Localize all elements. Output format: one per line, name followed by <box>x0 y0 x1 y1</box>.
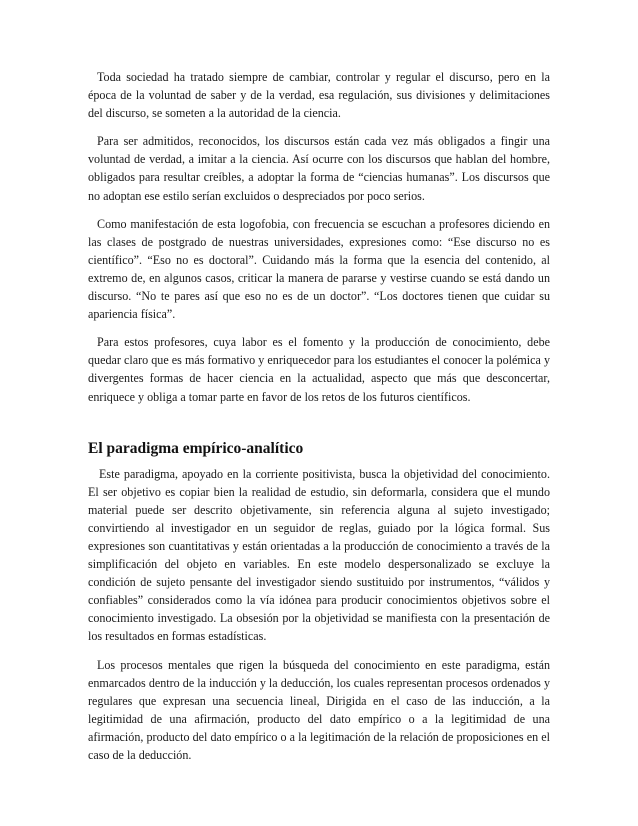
paragraph-admission: Para ser admitidos, reconocidos, los discursos están cada vez más obligados a fingir una voluntad de verdad, a imitar a la ciencia. Así ocurre con los discursos que hablan del hombre, obligados para resultar creíbles, a adoptar la forma de “ciencias humanas”. Los discursos que no adoptan ese estilo serían excluidos o despreciados por poco serios. <box>88 134 550 203</box>
section-heading: El paradigma empírico-analítico <box>88 439 304 457</box>
paragraph-mental-processes: Los procesos mentales que rigen la búsqueda del conocimiento en este paradigma, están enmarcados dentro de la inducción y la deducción, los cuales representan procesos ordenados y regulares que expresan una secuencia lineal, Dirigida en el caso de las inducción, a la legitimidad de una afirmación, producto del dato empírico o a la legitimidad de una afirmación, producto del dato empírico o a la legitimación de la relación de proposiciones en el caso de la deducción. <box>88 657 550 762</box>
paragraph-paradigm: Este paradigma, apoyado en la corriente positivista, busca la objetividad del conocimiento. El ser objetivo es copiar bien la realidad de estudio, sin deformarla, considera que el mundo material puede ser descrito objetivamente, sin referencia alguna al sujeto investigado; convirtiendo al investigador en un seguidor de reglas, guiado por la lógica formal. Sus expresiones son cuantitativas y están orientadas a la producción de conocimiento a través de la simplificación del objeto en variables. En este modelo despersonalizado se excluye la condición de sujeto pensante del investigador siendo sustituido por instrumentos, “válidos y confiables” considerados como la vía idónea para producir conocimientos objetivos sobre el conocimiento investigado. La obsesión por la objetividad se manifiesta con la presentación de los resultados en formas estadísticas. <box>88 466 550 644</box>
paragraph-professors: Para estos profesores, cuya labor es el fomento y la producción de conocimiento, debe quedar claro que es más formativo y enriquecedor para los estudiantes el conocer la polémica y divergentes formas de hacer ciencia en la actualidad, aspecto que más que desconcertar, enriquece y obliga a tomar parte en favor de los retos de los futuros científicos. <box>88 335 550 404</box>
paragraph-logofobia: Como manifestación de esta logofobia, con frecuencia se escuchan a profesores diciendo en las clases de postgrado de nuestras universidades, expresiones como: “Ese discurso no es científico”. “Eso no es doctoral”. Cuidando más la forma que la esencia del contenido, al extremo de, en algunos casos, criticar la manera de pararse y vestirse cuando se está dando un discurso. “No te pares así que eso no es de un doctor”. “Los doctores tienen que cuidar su apariencia física”. <box>88 216 550 322</box>
document-page <box>88 68 550 774</box>
paragraph-regulation: Toda sociedad ha tratado siempre de cambiar, controlar y regular el discurso, pero en la época de la voluntad de saber y de la verdad, esa regulación, sus divisiones y delimitaciones del discurso, se someten a la autoridad de la ciencia. <box>88 70 550 121</box>
